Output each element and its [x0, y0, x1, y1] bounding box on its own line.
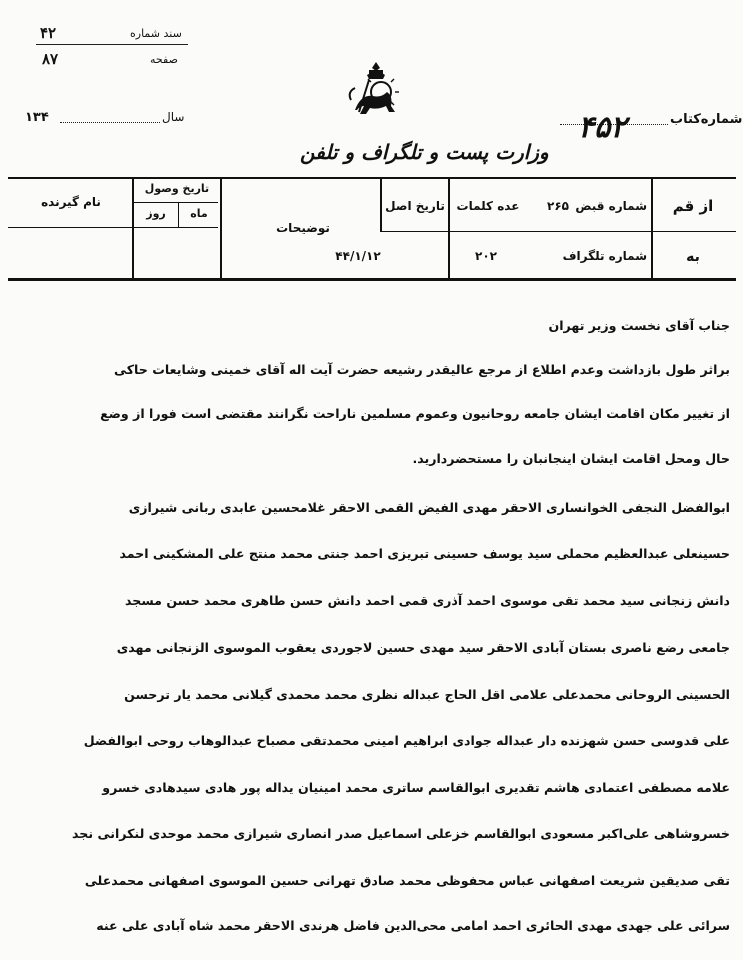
signatory-line: جامعی رضع ناصری بستان آبادی الاحقر سید مهدی حسین لاجوردی یعقوب الموسوی الزنجانی مهدی: [116, 640, 730, 655]
letter-number-value: ۴۵۲: [578, 110, 627, 145]
signatory-line: دانش زنجانی سید محمد تقی موسوی احمد آذری قمی احمد دانش حسن طاهری محمد حسن مسجد: [124, 593, 730, 608]
page-number-label: صفحه: [150, 53, 178, 66]
signatory-line: خسروشاهی علی‌اکبر مسعودی ابوالقاسم خزعلی اسماعیل صدر انصاری شیرازی محمد موحدی لنکرانی نجد: [72, 826, 730, 841]
original-date-value: ۴۴/۱/۱۲: [335, 249, 381, 263]
lion-and-sun-emblem-icon: [345, 60, 407, 118]
signatory-line: علامه مصطفی اعتمادی هاشم تقدیری ابوالقاسم ساتری محمد امینیان یداله پور هادی سیدهادی خسرو: [102, 780, 730, 795]
telegram-header-table: [8, 177, 736, 281]
to-label: به: [686, 249, 700, 265]
signatory-line: سرائی علی جهدی مهدی الحائری احمد امامی محی‌الدین فاضل هرندی الاحقر محمد شاه آبادی علی عنه: [96, 918, 730, 933]
body-line: حال ومحل اقامت ایشان اینجانبان را مستحضردارید.: [412, 451, 730, 466]
signatory-line: علی قدوسی حسن شهزنده دار عبداله جوادی ابراهیم امینی محمدتقی مصباح عبدالوهاب روحی ابوالفضل: [83, 733, 730, 748]
word-count-label: عده کلمات: [456, 199, 520, 213]
body-line: براثر طول بازداشت وعدم اطلاع از مرجع عالیقدر رشیعه حضرت آیت اله آقای خمینی وشایعات حاکی: [113, 362, 730, 377]
word-count-value: ۲۰۲: [475, 249, 497, 263]
receipt-label: شماره قبض: [575, 199, 647, 213]
signatory-line: الحسینی الروحانی محمدعلی علامی اقل الحاج عبداله نظری محمد محمدی گیلانی محمد یار ترحسن: [124, 687, 730, 702]
arrival-date-label: تاریخ وصول: [144, 182, 210, 195]
receipt-value: ۲۶۵: [547, 199, 569, 213]
signatory-line: ابوالفضل النجفی الخوانساری الاحقر مهدی الفیض القمی الاحقر غلامحسین عابدی ربانی شیرازی: [128, 500, 730, 515]
notes-label: توضیحات: [276, 221, 330, 235]
document-number-value: ۴۲: [40, 24, 57, 42]
year-label: سال: [162, 110, 185, 124]
month-label: ماه: [190, 207, 208, 220]
salutation: جناب آقای نخست وزیر تهران: [548, 318, 730, 333]
day-label: روز: [146, 207, 166, 220]
receiver-name-label: نام گیرنده: [41, 195, 101, 209]
ministry-name: وزارت پست و تلگراف و تلفن: [300, 140, 549, 164]
original-date-label: تاریخ اصل: [385, 199, 445, 213]
document-number-label: سند شماره: [130, 27, 182, 40]
page-number-value: ۸۷: [42, 50, 59, 68]
signatory-line: حسینعلی عبدالعظیم محملی سید یوسف حسینی تبریزی احمد جنتی محمد منتج علی المشکینی احمد: [119, 546, 730, 561]
year-value: ۱۳۴: [25, 110, 49, 125]
body-line: از تغییر مکان اقامت ایشان جامعه روحانیون وعموم مسلمین ناراحت نگرانند مقتضی است فورا از وضع: [100, 406, 730, 421]
from-label: از قم: [672, 197, 714, 215]
signatory-line: تقی صدیقین شریعت اصفهانی عباس محفوظی محمد صادق تهرانی حسین الموسوی اصفهانی محمدعلی: [84, 873, 730, 888]
letter-number-label: شماره‌کتاب: [670, 112, 743, 127]
telegram-number-label: شماره تلگراف: [562, 249, 647, 263]
